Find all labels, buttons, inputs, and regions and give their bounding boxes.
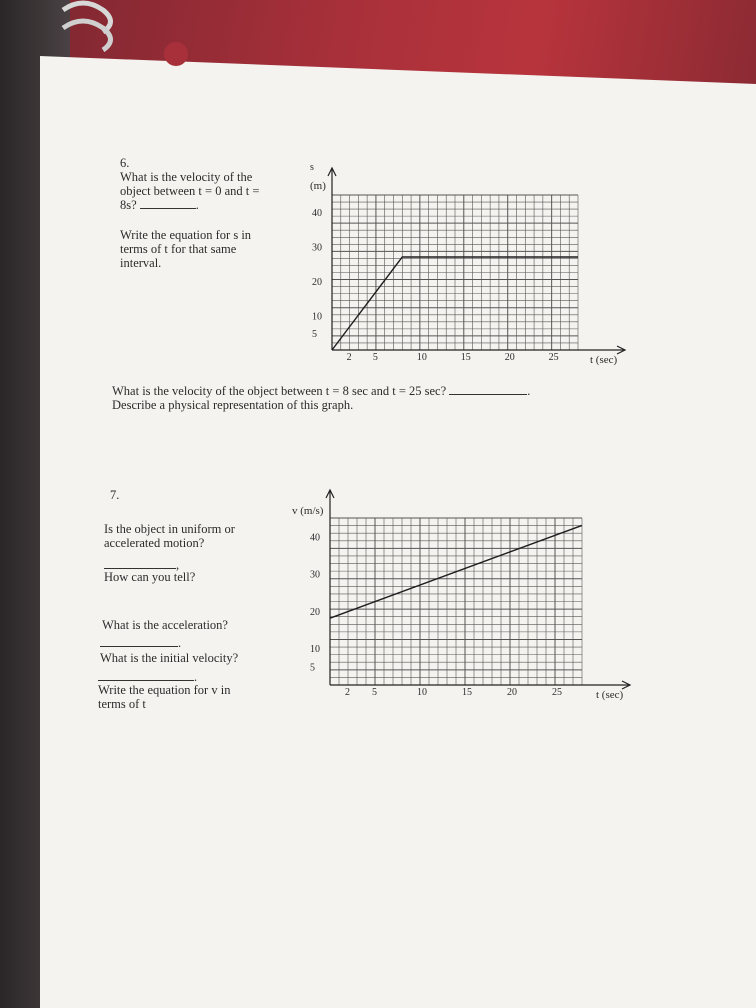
x-tick-label: 15 — [462, 687, 472, 698]
x-axis-label: t (sec) — [590, 354, 618, 366]
grid — [330, 518, 582, 685]
q7-acceleration-question: What is the acceleration? — [102, 618, 228, 632]
q6-velocity-answer-blank[interactable] — [140, 208, 196, 209]
y-axis-label: v (m/s) — [292, 505, 324, 517]
x-tick-label: 5 — [372, 352, 378, 363]
y-tick-label: 20 — [312, 277, 322, 289]
q6-number: 6. — [120, 156, 130, 170]
x-tick-label: 10 — [416, 352, 427, 363]
y-tick-label: 30 — [310, 569, 320, 581]
q7-uniform-answer-blank[interactable] — [104, 568, 176, 569]
q7-number: 7. — [110, 488, 120, 502]
spiral-binding — [58, 0, 138, 55]
x-tick-label: 5 — [372, 687, 377, 698]
q7-initial-velocity-question: What is the initial velocity? — [100, 651, 239, 665]
y-tick-label: 5 — [312, 328, 317, 340]
q6-velocity-question: What is the velocity of the object between t = 0 and t = 8s? . — [120, 170, 260, 212]
chart-velocity-time — [290, 490, 635, 715]
y-tick-label: 10 — [310, 643, 320, 655]
x-tick-label: 2 — [345, 687, 350, 698]
q7-acceleration-answer-blank[interactable] — [100, 646, 178, 647]
q7-uniform-answer-line: , — [104, 558, 179, 572]
y-tick-label: 40 — [312, 208, 322, 220]
x-tick-label: 25 — [552, 687, 562, 698]
x-tick-label: 2 — [346, 352, 352, 363]
x-tick-label: 20 — [507, 687, 517, 698]
q7-acceleration-answer-line: . — [100, 636, 181, 650]
x-tick-label: 15 — [460, 352, 471, 363]
q7-how-tell: How can you tell? — [104, 570, 196, 584]
y-tick-label: 40 — [310, 532, 320, 544]
y-tick-label: 5 — [310, 662, 315, 674]
q6-interval-answer-blank[interactable] — [449, 394, 527, 395]
binder-hole — [164, 42, 188, 66]
y-axis-label: (m) — [310, 180, 326, 192]
x-tick-label: 10 — [417, 687, 427, 698]
x-tick-label: 20 — [504, 352, 515, 363]
x-axis-label: t (sec) — [596, 689, 624, 701]
x-tick-label: 25 — [548, 352, 559, 363]
y-axis-label-top: s — [310, 162, 314, 173]
q6-bottom-question: What is the velocity of the object between t = 8 sec and t = 25 sec? . Describe a physical representation of this graph. — [112, 384, 531, 412]
q7-initial-velocity-answer-blank[interactable] — [98, 680, 194, 681]
q6-equation-question: Write the equation for s in terms of t for that same interval. — [120, 228, 252, 270]
grid — [332, 195, 578, 350]
q7-equation-question: Write the equation for v in terms of t — [98, 683, 231, 711]
y-tick-label: 10 — [312, 311, 322, 323]
q7-uniform-question: Is the object in uniform or accelerated motion? — [104, 522, 235, 550]
q6-block — [120, 156, 290, 270]
y-tick-label: 20 — [310, 606, 320, 618]
chart-position-time — [290, 160, 630, 380]
y-tick-label: 30 — [312, 242, 322, 254]
q7-initial-velocity-answer-line: . — [98, 670, 197, 684]
